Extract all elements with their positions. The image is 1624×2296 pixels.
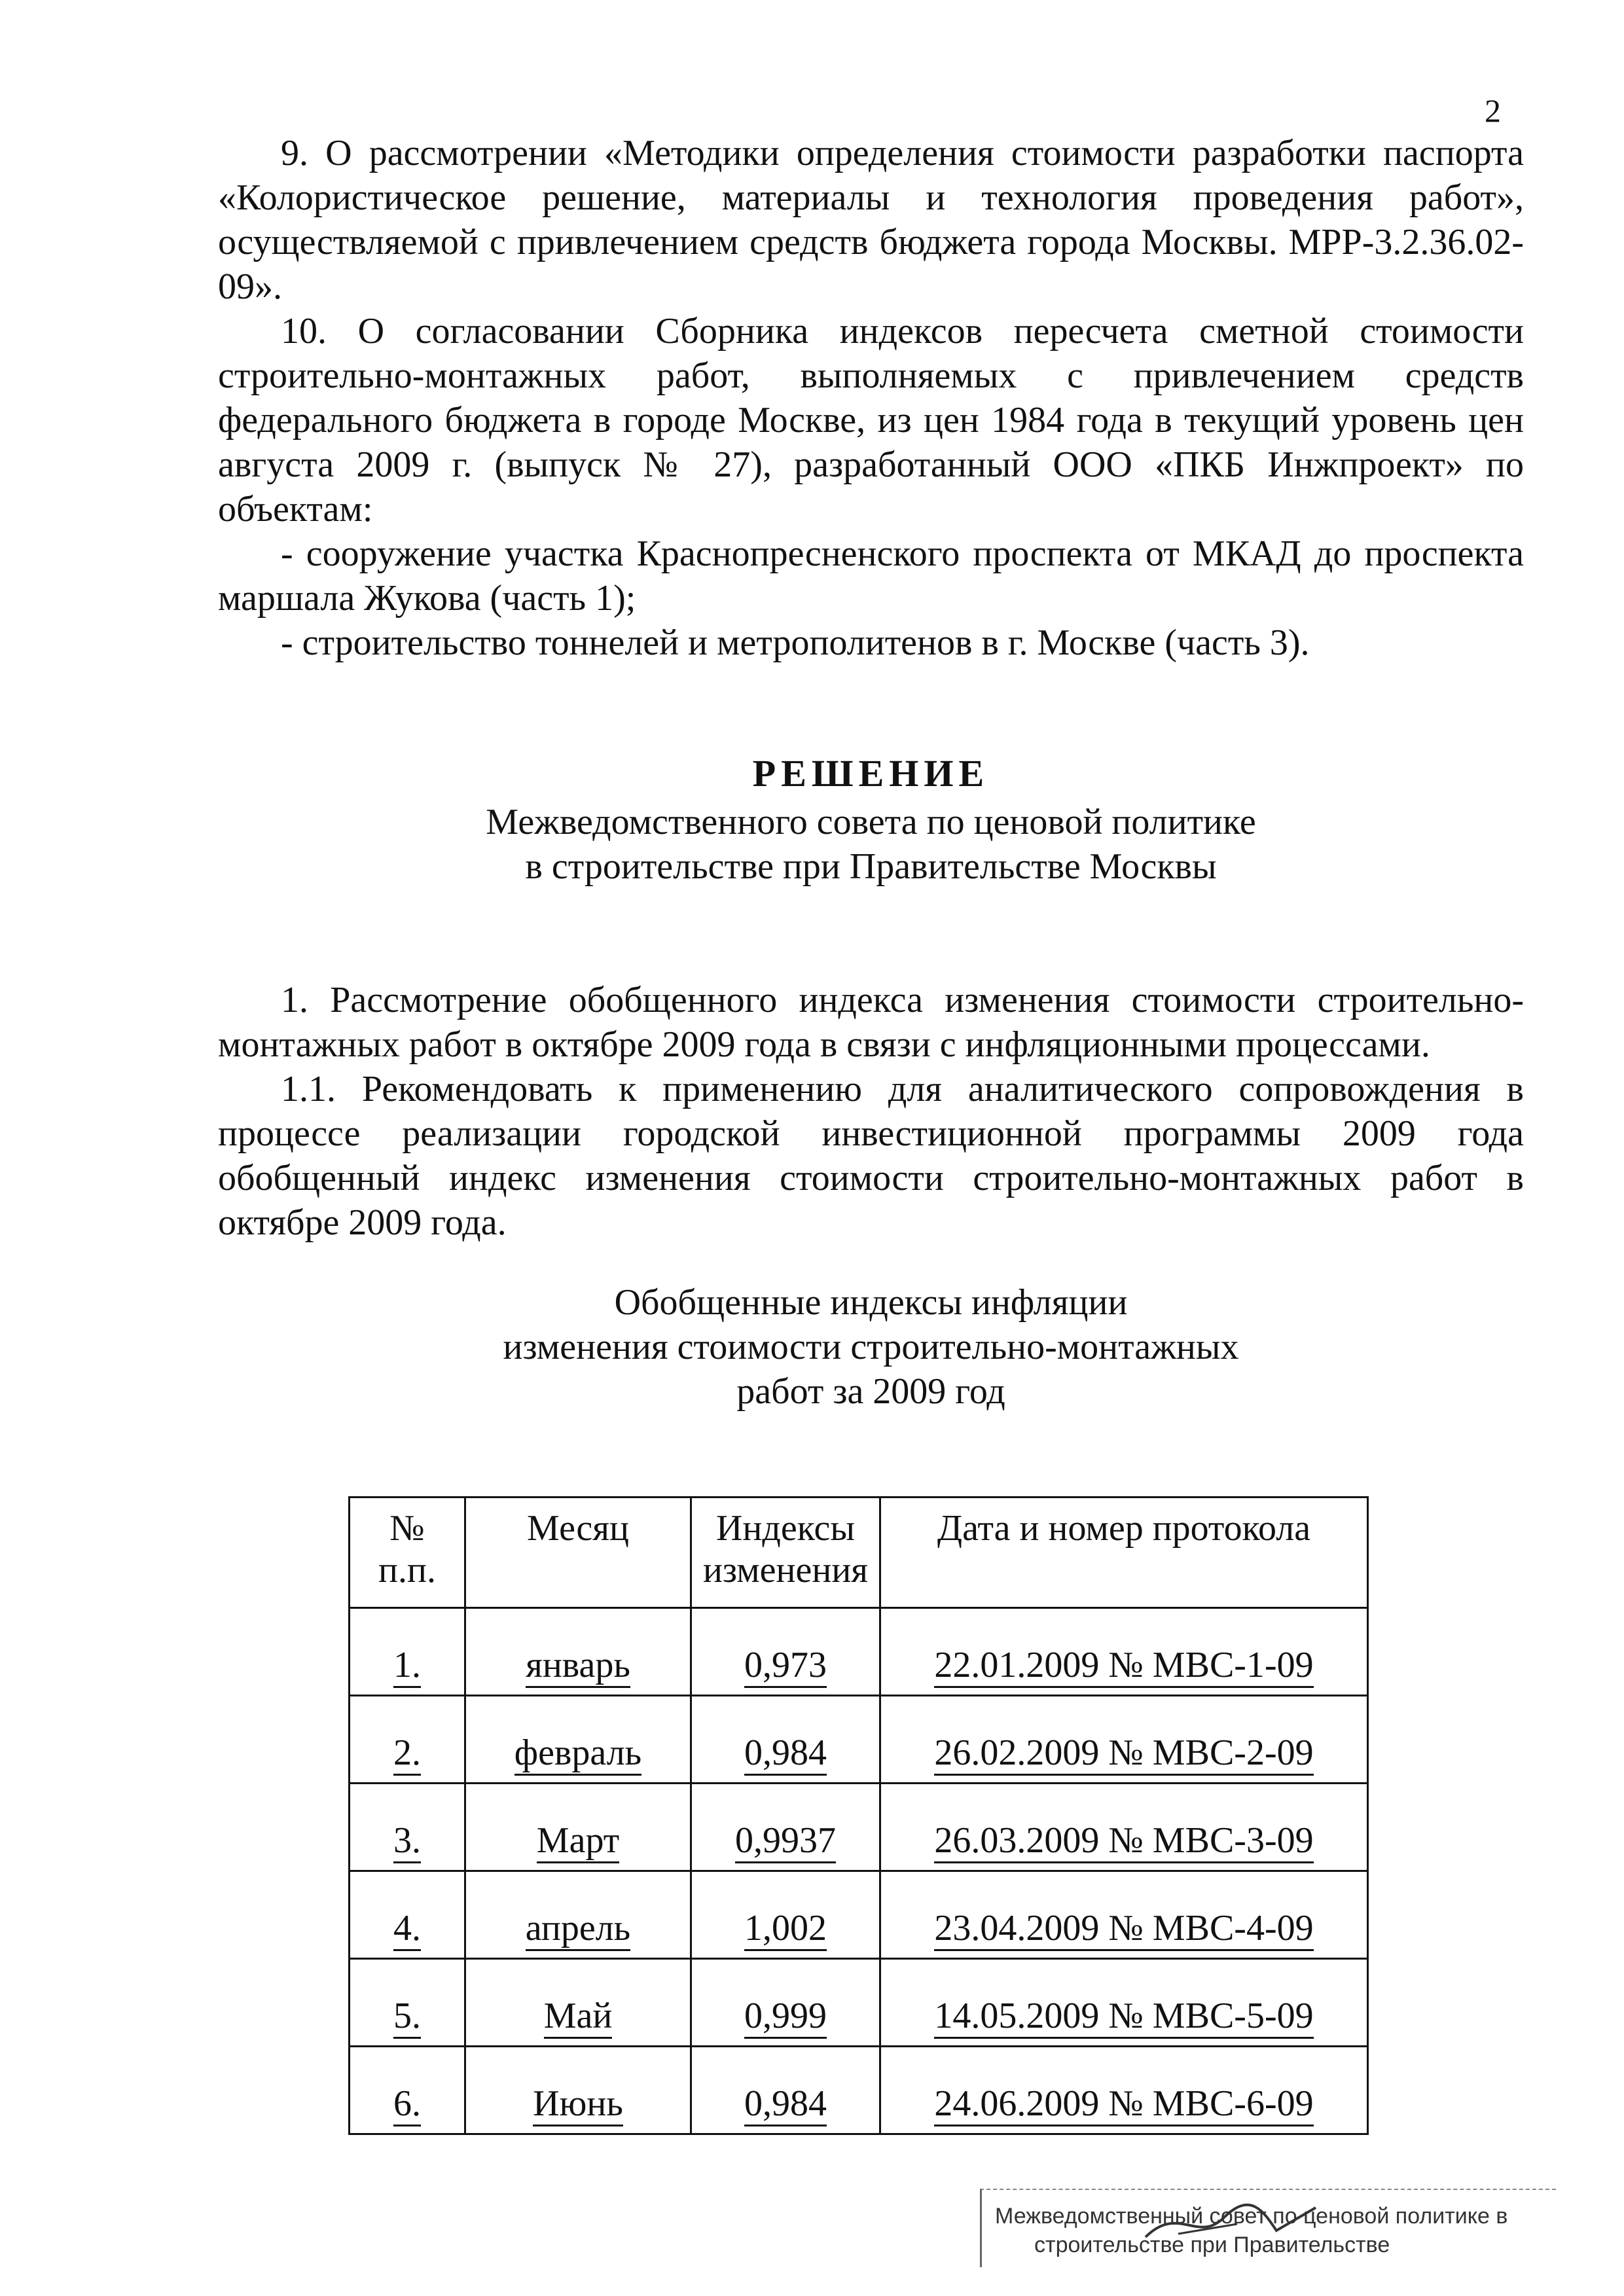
decision-subtitle-line1: Межведомственного совета по ценовой политике: [486, 802, 1256, 842]
row-index: 0,999: [691, 1959, 880, 2047]
header-month: [465, 1498, 691, 1608]
header-index-line2: изменения: [702, 1550, 869, 1590]
row-index: 0,984: [691, 2047, 880, 2134]
header-num: [350, 1498, 465, 1608]
row-num: 4.: [350, 1871, 465, 1959]
header-num-line1: №: [389, 1508, 425, 1549]
row-protocol: 24.06.2009 № МВС-6-09: [880, 2047, 1368, 2134]
row-protocol: 26.02.2009 № МВС-2-09: [880, 1696, 1368, 1784]
row-index: 0,984: [691, 1696, 880, 1784]
row-num: 5.: [350, 1959, 465, 2047]
row-month: Июнь: [465, 2047, 691, 2134]
header-index-line1: Индексы: [715, 1508, 856, 1549]
table-title-line3: работ за 2009 год: [736, 1371, 1005, 1412]
table-title: [218, 1280, 1524, 1414]
table-title-line1: Обобщенные индексы инфляции: [614, 1282, 1128, 1323]
decision-section: [218, 978, 1524, 1245]
row-month: Май: [465, 1959, 691, 2047]
header-month-label: Месяц: [527, 1508, 629, 1549]
row-index: 0,973: [691, 1608, 880, 1696]
agenda-item-10-object-a: - сооружение участка Краснопресненского проспекта от МКАД до проспекта маршала Жукова (часть 1);: [218, 533, 1524, 619]
row-month: февраль: [465, 1696, 691, 1784]
row-num: 6.: [350, 2047, 465, 2134]
agenda-item-9: 9. О рассмотрении «Методики определения стоимости разработки паспорта «Колористическое решение, материалы и технология проведения работ», осуществляемой с привлечением средств бюджета города Москвы. МРР-3.2.36.02-09».: [218, 133, 1524, 307]
page-number: 2: [1485, 92, 1501, 129]
agenda-item-10: 10. О согласовании Сборника индексов пересчета сметной стоимости строительно-монтажных работ, выполняемых с привлечением средств федерального бюджета в городе Москве, из цен 1984 года в текущий уровень цен августа 2009 г. (выпуск № 27), разработанный ООО «ПКБ Инжпроект» по объектам:: [218, 311, 1524, 529]
header-protocol-label: Дата и номер протокола: [937, 1508, 1311, 1549]
row-month: Март: [465, 1784, 691, 1871]
header-protocol: [880, 1498, 1368, 1608]
table-row: [350, 1608, 1368, 1696]
header-num-line2: п.п.: [378, 1550, 436, 1590]
table-row: [350, 1696, 1368, 1784]
row-protocol: 26.03.2009 № МВС-3-09: [880, 1784, 1368, 1871]
row-index: 0,9937: [691, 1784, 880, 1871]
table-row: [350, 1959, 1368, 2047]
inflation-index-table: [348, 1496, 1369, 2135]
row-index: 1,002: [691, 1871, 880, 1959]
row-num: 3.: [350, 1784, 465, 1871]
agenda-section: [218, 131, 1524, 665]
decision-subtitle-line2: в строительстве при Правительстве Москвы: [525, 846, 1217, 887]
decision-subtitle: [218, 800, 1524, 889]
row-month: апрель: [465, 1871, 691, 1959]
signature-mark: [1139, 2198, 1322, 2250]
row-num: 1.: [350, 1608, 465, 1696]
table-title-line2: изменения стоимости строительно-монтажных: [503, 1327, 1239, 1367]
row-num: 2.: [350, 1696, 465, 1784]
decision-title: РЕШЕНИЕ: [752, 752, 990, 795]
table-row: [350, 2047, 1368, 2134]
row-protocol: 14.05.2009 № МВС-5-09: [880, 1959, 1368, 2047]
header-index: [691, 1498, 880, 1608]
row-protocol: 22.01.2009 № МВС-1-09: [880, 1608, 1368, 1696]
decision-point-1-1: 1.1. Рекомендовать к применению для аналитического сопровождения в процессе реализации городской инвестиционной программы 2009 года обобщенный индекс изменения стоимости строительно-монтажных работ в октябре 2009 года.: [218, 1069, 1524, 1243]
agenda-item-10-object-b: - строительство тоннелей и метрополитенов в г. Москве (часть 3).: [281, 622, 1310, 663]
table-row: [350, 1871, 1368, 1959]
stamp-line1: Межведомственный совет по ценовой политике в: [995, 2204, 1508, 2229]
decision-point-1: 1. Рассмотрение обобщенного индекса изменения стоимости строительно-монтажных работ в октябре 2009 года в связи с инфляционными процессами.: [218, 980, 1524, 1065]
stamp-line2: строительстве при Правительстве: [1034, 2233, 1390, 2257]
row-protocol: 23.04.2009 № МВС-4-09: [880, 1871, 1368, 1959]
table-header-row: [350, 1498, 1368, 1608]
row-month: январь: [465, 1608, 691, 1696]
table-row: [350, 1784, 1368, 1871]
